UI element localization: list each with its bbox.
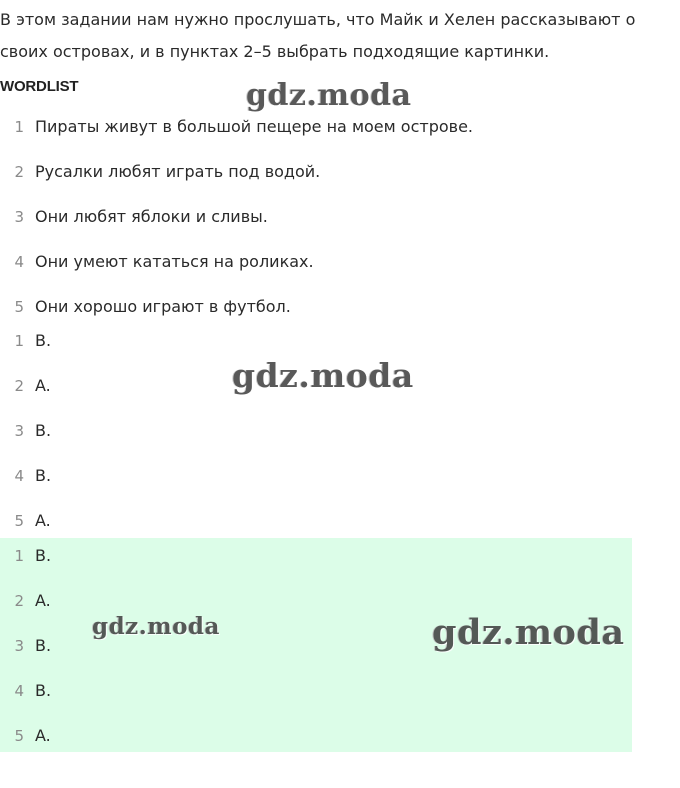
sentence-text: Русалки любят играть под водой. xyxy=(35,162,321,181)
answer-text: B. xyxy=(35,466,52,485)
answer-text: B. xyxy=(35,331,52,350)
list-item xyxy=(0,578,51,623)
line-number: 2 xyxy=(14,162,24,181)
list-item xyxy=(0,284,473,329)
watermark-logo: gdz.moda xyxy=(232,356,414,395)
sentence-list xyxy=(0,104,473,329)
sentence-text: Они умеют кататься на роликах. xyxy=(35,252,314,271)
highlighted-answer-list xyxy=(0,533,51,758)
list-item xyxy=(0,363,51,408)
watermark-logo: gdz.moda xyxy=(92,613,220,640)
answer-text: B. xyxy=(35,681,52,700)
line-number: 5 xyxy=(14,511,24,530)
line-number: 4 xyxy=(14,681,24,700)
line-number: 2 xyxy=(14,591,24,610)
line-number: 1 xyxy=(14,117,24,136)
list-item xyxy=(0,453,51,498)
list-item xyxy=(0,318,51,363)
list-item xyxy=(0,713,51,758)
line-number: 4 xyxy=(14,466,24,485)
answer-text: A. xyxy=(35,591,51,610)
sentence-text: Пираты живут в большой пещере на моем острове. xyxy=(35,117,474,136)
answer-list xyxy=(0,318,51,543)
sentence-text: Они любят яблоки и сливы. xyxy=(35,207,268,226)
sentence-text: Они хорошо играют в футбол. xyxy=(35,297,291,316)
line-number: 5 xyxy=(14,297,24,316)
line-number: 3 xyxy=(14,207,24,226)
answer-text: B. xyxy=(35,421,52,440)
line-number: 3 xyxy=(14,421,24,440)
answer-text: B. xyxy=(35,546,52,565)
line-number: 1 xyxy=(14,546,24,565)
answer-text: A. xyxy=(35,511,51,530)
watermark-logo: gdz.moda xyxy=(432,612,625,653)
list-item xyxy=(0,149,473,194)
answer-text: B. xyxy=(35,636,52,655)
list-item xyxy=(0,668,51,713)
answer-text: A. xyxy=(35,376,51,395)
list-item xyxy=(0,533,51,578)
list-item xyxy=(0,194,473,239)
line-number: 5 xyxy=(14,726,24,745)
task-intro-text: В этом задании нам нужно прослушать, что Майк и Хелен рассказывают о своих островах, и в пунктах 2–5 выбрать подходящие картинки. xyxy=(0,10,636,61)
watermark-logo: gdz.moda xyxy=(246,78,412,113)
wordlist-heading: WORDLIST xyxy=(0,78,79,95)
list-item xyxy=(0,623,51,668)
line-number: 1 xyxy=(14,331,24,350)
list-item xyxy=(0,408,51,453)
line-number: 4 xyxy=(14,252,24,271)
answer-text: A. xyxy=(35,726,51,745)
list-item xyxy=(0,239,473,284)
line-number: 2 xyxy=(14,376,24,395)
line-number: 3 xyxy=(14,636,24,655)
